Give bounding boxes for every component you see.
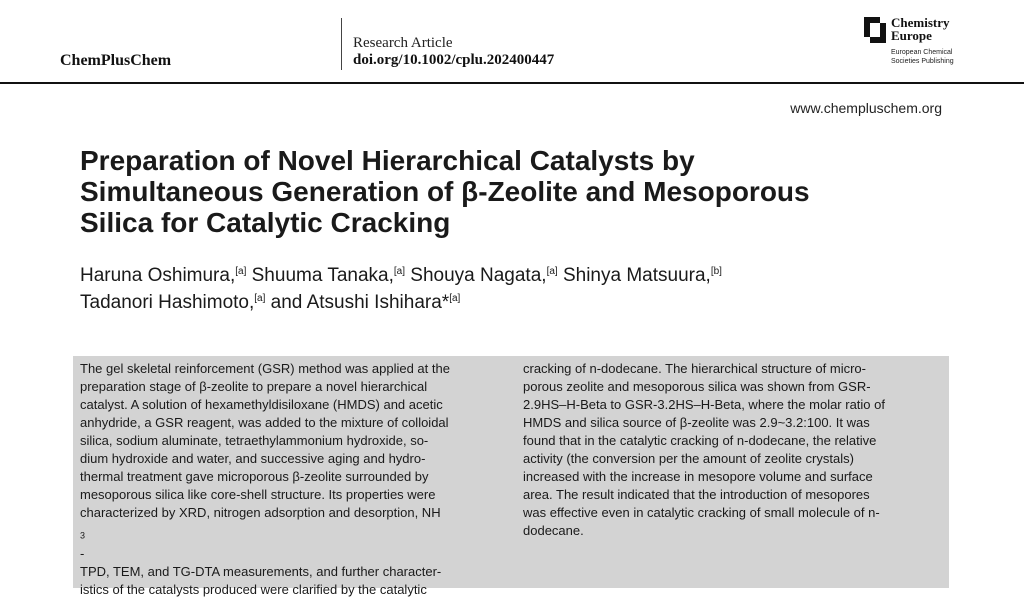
nh3-hyphen: -: [80, 545, 85, 561]
author-affiliation: [b]: [710, 266, 722, 277]
abstract-line: porous zeolite and mesoporous silica was shown from GSR-: [523, 379, 871, 394]
author-name: and Atsushi Ishihara*: [265, 292, 450, 313]
author-affiliation: [a]: [235, 266, 247, 277]
abstract-line: area. The result indicated that the introduction of mesopores: [523, 487, 870, 502]
abstract-line: [80, 504, 500, 563]
title-line: Silica for Catalytic Cracking: [80, 207, 451, 238]
journal-name: ChemPlusChem: [60, 52, 172, 69]
article-type: Research Article: [353, 35, 453, 51]
abstract-line: HMDS and silica source of β-zeolite was 2.9~3.2:100. It was: [523, 415, 870, 430]
publisher-subtitle: [891, 48, 954, 66]
author-name: Shouya Nagata,: [405, 265, 547, 286]
title-line: Simultaneous Generation of β-Zeolite and Mesoporous: [80, 176, 810, 207]
author-name: Haruna Oshimura,: [80, 265, 236, 286]
abstract-line: increased with the increase in mesopore volume and surface: [523, 469, 873, 484]
abstract-line: dium hydroxide and water, and successive aging and hydro-: [80, 451, 426, 466]
article-title: [80, 145, 960, 238]
author-name: Shinya Matsuura,: [557, 265, 711, 286]
publisher-name: [891, 16, 950, 42]
chemistry-europe-logo-icon: [864, 17, 886, 43]
author-affiliation: [a]: [546, 266, 558, 277]
abstract-line: thermal treatment gave microporous β-zeolite surrounded by: [80, 469, 429, 484]
author-line: [80, 262, 960, 289]
journal-website[interactable]: www.chempluschem.org: [790, 100, 942, 116]
abstract-line: found that in the catalytic cracking of n-dodecane, the relative: [523, 433, 877, 448]
author-list: [80, 262, 960, 316]
title-line: Preparation of Novel Hierarchical Catalysts by: [80, 145, 695, 176]
abstract-line: istics of the catalysts produced were clarified by the catalytic: [80, 581, 427, 597]
abstract-right-column: [523, 360, 943, 540]
abstract-line: was effective even in catalytic cracking of small molecule of n-: [523, 505, 880, 520]
publisher-subtitle-line2: Societies Publishing: [891, 58, 954, 65]
publisher-subtitle-line1: European Chemical: [891, 49, 953, 56]
abstract-line: catalyst. A solution of hexamethyldisiloxane (HMDS) and acetic: [80, 397, 443, 412]
author-line: [80, 289, 960, 316]
doi-link[interactable]: doi.org/10.1002/cplu.202400447: [353, 52, 555, 68]
abstract-line: 2.9HS–H-Beta to GSR-3.2HS–H-Beta, where the molar ratio of: [523, 397, 885, 412]
abstract-line: activity (the conversion per the amount of zeolite crystals): [523, 451, 854, 466]
abstract-line: mesoporous silica like core-shell structure. Its properties were: [80, 487, 436, 502]
abstract-line: TPD, TEM, and TG-DTA measurements, and further character-: [80, 563, 442, 579]
author-affiliation: [a]: [449, 293, 461, 304]
abstract-line: dodecane.: [523, 523, 584, 538]
abstract-line: anhydride, a GSR reagent, was added to the mixture of colloidal: [80, 415, 449, 430]
author-affiliation: [a]: [393, 266, 406, 277]
abstract-line: cracking of n-dodecane. The hierarchical structure of micro-: [523, 361, 866, 376]
abstract-left-column: [80, 360, 500, 599]
author-affiliation: [a]: [254, 293, 266, 304]
header-divider: [341, 18, 342, 70]
abstract-line-text: characterized by XRD, nitrogen adsorption and desorption, NH: [80, 505, 441, 520]
publisher-name-line1: Chemistry: [891, 15, 950, 30]
abstract-line: The gel skeletal reinforcement (GSR) method was applied at the: [80, 361, 450, 376]
author-name: Shuuma Tanaka,: [246, 265, 394, 286]
publisher-name-line2: Europe: [891, 28, 932, 43]
nh3-subscript: 3: [80, 530, 86, 541]
header-rule: [0, 82, 1024, 84]
author-name: Tadanori Hashimoto,: [80, 292, 255, 313]
abstract-line: preparation stage of β-zeolite to prepare a novel hierarchical: [80, 379, 428, 394]
abstract-line: silica, sodium aluminate, tetraethylammonium hydroxide, so-: [80, 433, 429, 448]
